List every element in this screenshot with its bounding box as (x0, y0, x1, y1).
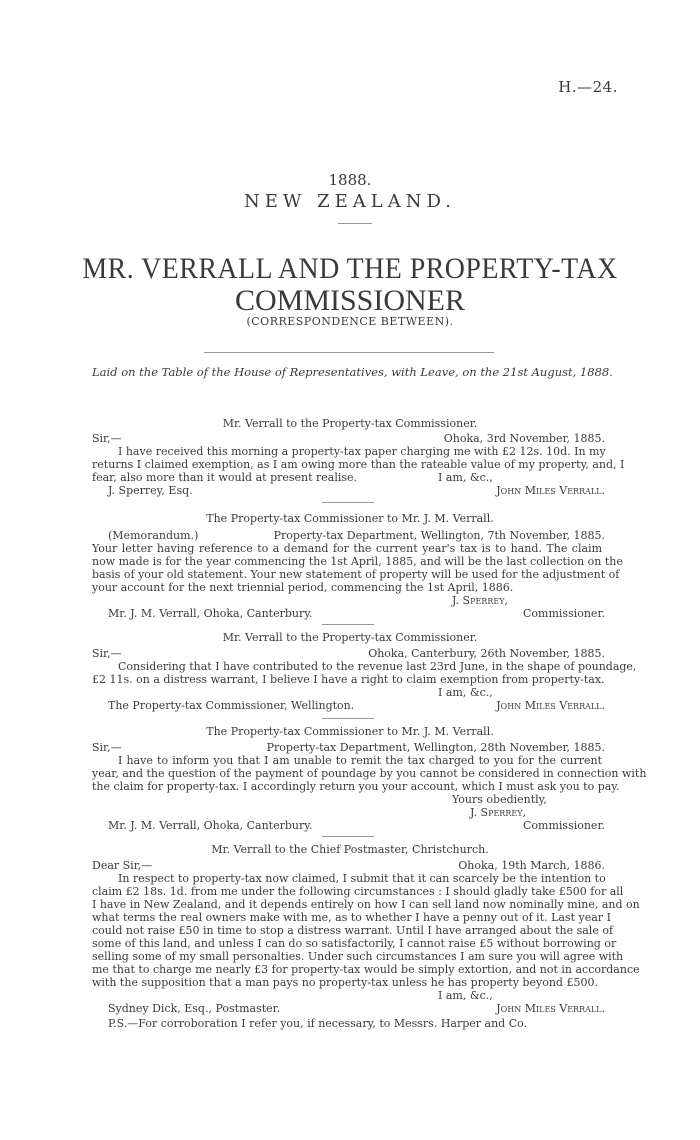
body-line: I have received this morning a property-tax paper charging me with £2 12s. 10d. In my (118, 445, 606, 458)
divider (322, 624, 374, 625)
body-line: £2 11s. on a distress warrant, I believe I have a right to claim exemption from property-tax. (92, 673, 605, 686)
addressee: Sydney Dick, Esq., Postmaster. (108, 1002, 281, 1015)
addressee: The Property-tax Commissioner, Wellington. (108, 699, 355, 712)
addressee: J. Sperrey, Esq. (108, 484, 193, 497)
page-title-line1: MR. VERRALL AND THE PROPERTY-TAX (82, 252, 618, 285)
body-line: now made is for the year commencing the 1st April, 1885, and will be the last collection on the (92, 555, 623, 568)
body-line: I have in New Zealand, and it depends entirely on how I can sell land now nominally mine, and on (92, 898, 640, 911)
addressee: Mr. J. M. Verrall, Ohoka, Canterbury. (108, 607, 313, 620)
closing: I am, &c., (438, 686, 493, 699)
body-line: selling some of my small personalties. Under such circumstances I am sure you will agree with (92, 950, 624, 963)
closing: Yours obediently, (452, 793, 547, 806)
page-title-line2: COMMISSIONER (234, 284, 466, 317)
place-date: Ohoka, 19th March, 1886. (458, 859, 605, 872)
body-line: some of this land, and unless I can do so satisfactorily, I cannot raise £5 without borrowing or (92, 937, 617, 950)
country-heading: NEW ZEALAND. (244, 191, 456, 212)
signature: John Miles Verrall. (496, 1002, 605, 1015)
letter-heading: Mr. Verrall to the Property-tax Commissioner. (222, 417, 478, 430)
body-line: returns I claimed exemption, as I am owing more than the rateable value of my property, and, I (92, 458, 625, 471)
divider (322, 502, 374, 503)
body-line: In respect to property-tax now claimed, I submit that it can scarcely be the intention to (118, 872, 606, 885)
postscript: P.S.—For corroboration I refer you, if necessary, to Messrs. Harper and Co. (108, 1017, 528, 1030)
body-line: your account for the next triennial period, commencing the 1st April, 1886. (92, 581, 514, 594)
body-line: the claim for property-tax. I accordingly return you your account, which I must ask you to pay. (92, 780, 620, 793)
signature: J. Sperrey, (470, 806, 526, 819)
year: 1888. (328, 171, 372, 189)
letter-heading: The Property-tax Commissioner to Mr. J. M. Verrall. (206, 725, 494, 738)
signature: J. Sperrey, (452, 594, 508, 607)
addressee: Mr. J. M. Verrall, Ohoka, Canterbury. (108, 819, 313, 832)
signature: John Miles Verrall. (496, 699, 605, 712)
body-line: could not raise £50 in time to stop a distress warrant. Until I have arranged about the sale of (92, 924, 614, 937)
divider (338, 223, 372, 224)
signature-title: Commissioner. (523, 607, 605, 620)
salutation: Sir,— (92, 741, 122, 754)
letter-heading: Mr. Verrall to the Property-tax Commissioner. (222, 631, 478, 644)
body-line: I have to inform you that I am unable to remit the tax charged to you for the current (118, 754, 602, 767)
body-line: me that to charge me nearly £3 for property-tax would be simply extortion, and not in accordance (92, 963, 640, 976)
place-date: Ohoka, 3rd November, 1885. (443, 432, 605, 445)
place-date: Property-tax Department, Wellington, 28th November, 1885. (266, 741, 605, 754)
signature-title: Commissioner. (523, 819, 605, 832)
signature: John Miles Verrall. (496, 484, 605, 497)
body-line: claim £2 18s. 1d. from me under the following circumstances : I should gladly take £500 for all (92, 885, 624, 898)
salutation: Dear Sir,— (92, 859, 153, 872)
divider (204, 352, 494, 353)
body-line: year, and the question of the payment of poundage by you cannot be considered in connection with (92, 767, 647, 780)
body-line: fear, also more than it would at present realise. (92, 471, 358, 484)
page-reference: H.—24. (558, 78, 618, 96)
body-line: Considering that I have contributed to the revenue last 23rd June, in the shape of poundage, (118, 660, 637, 673)
place-date: Property-tax Department, Wellington, 7th November, 1885. (273, 529, 605, 542)
body-line: Your letter having reference to a demand for the current year's tax is to hand. The claim (92, 542, 602, 555)
body-line: what terms the real owners make with me, as to whether I have a penny out of it. Last year I (92, 911, 611, 924)
memo-label: (Memorandum.) (108, 529, 199, 542)
place-date: Ohoka, Canterbury, 26th November, 1885. (368, 647, 605, 660)
letter-heading: The Property-tax Commissioner to Mr. J. M. Verrall. (206, 512, 494, 525)
closing: I am, &c., (438, 471, 493, 484)
laid-on-table-note: Laid on the Table of the House of Representatives, with Leave, on the 21st August, 1888. (92, 365, 613, 379)
body-line: with the supposition that a man pays no property-tax unless he has property beyond £500. (92, 976, 598, 989)
closing: I am, &c., (438, 989, 493, 1002)
divider (322, 718, 374, 719)
salutation: Sir,— (92, 432, 122, 445)
divider (322, 836, 374, 837)
salutation: Sir,— (92, 647, 122, 660)
letter-heading: Mr. Verrall to the Chief Postmaster, Christchurch. (211, 843, 489, 856)
page-subtitle: (CORRESPONDENCE BETWEEN). (246, 315, 454, 328)
body-line: basis of your old statement. Your new statement of property will be used for the adjustment of (92, 568, 620, 581)
